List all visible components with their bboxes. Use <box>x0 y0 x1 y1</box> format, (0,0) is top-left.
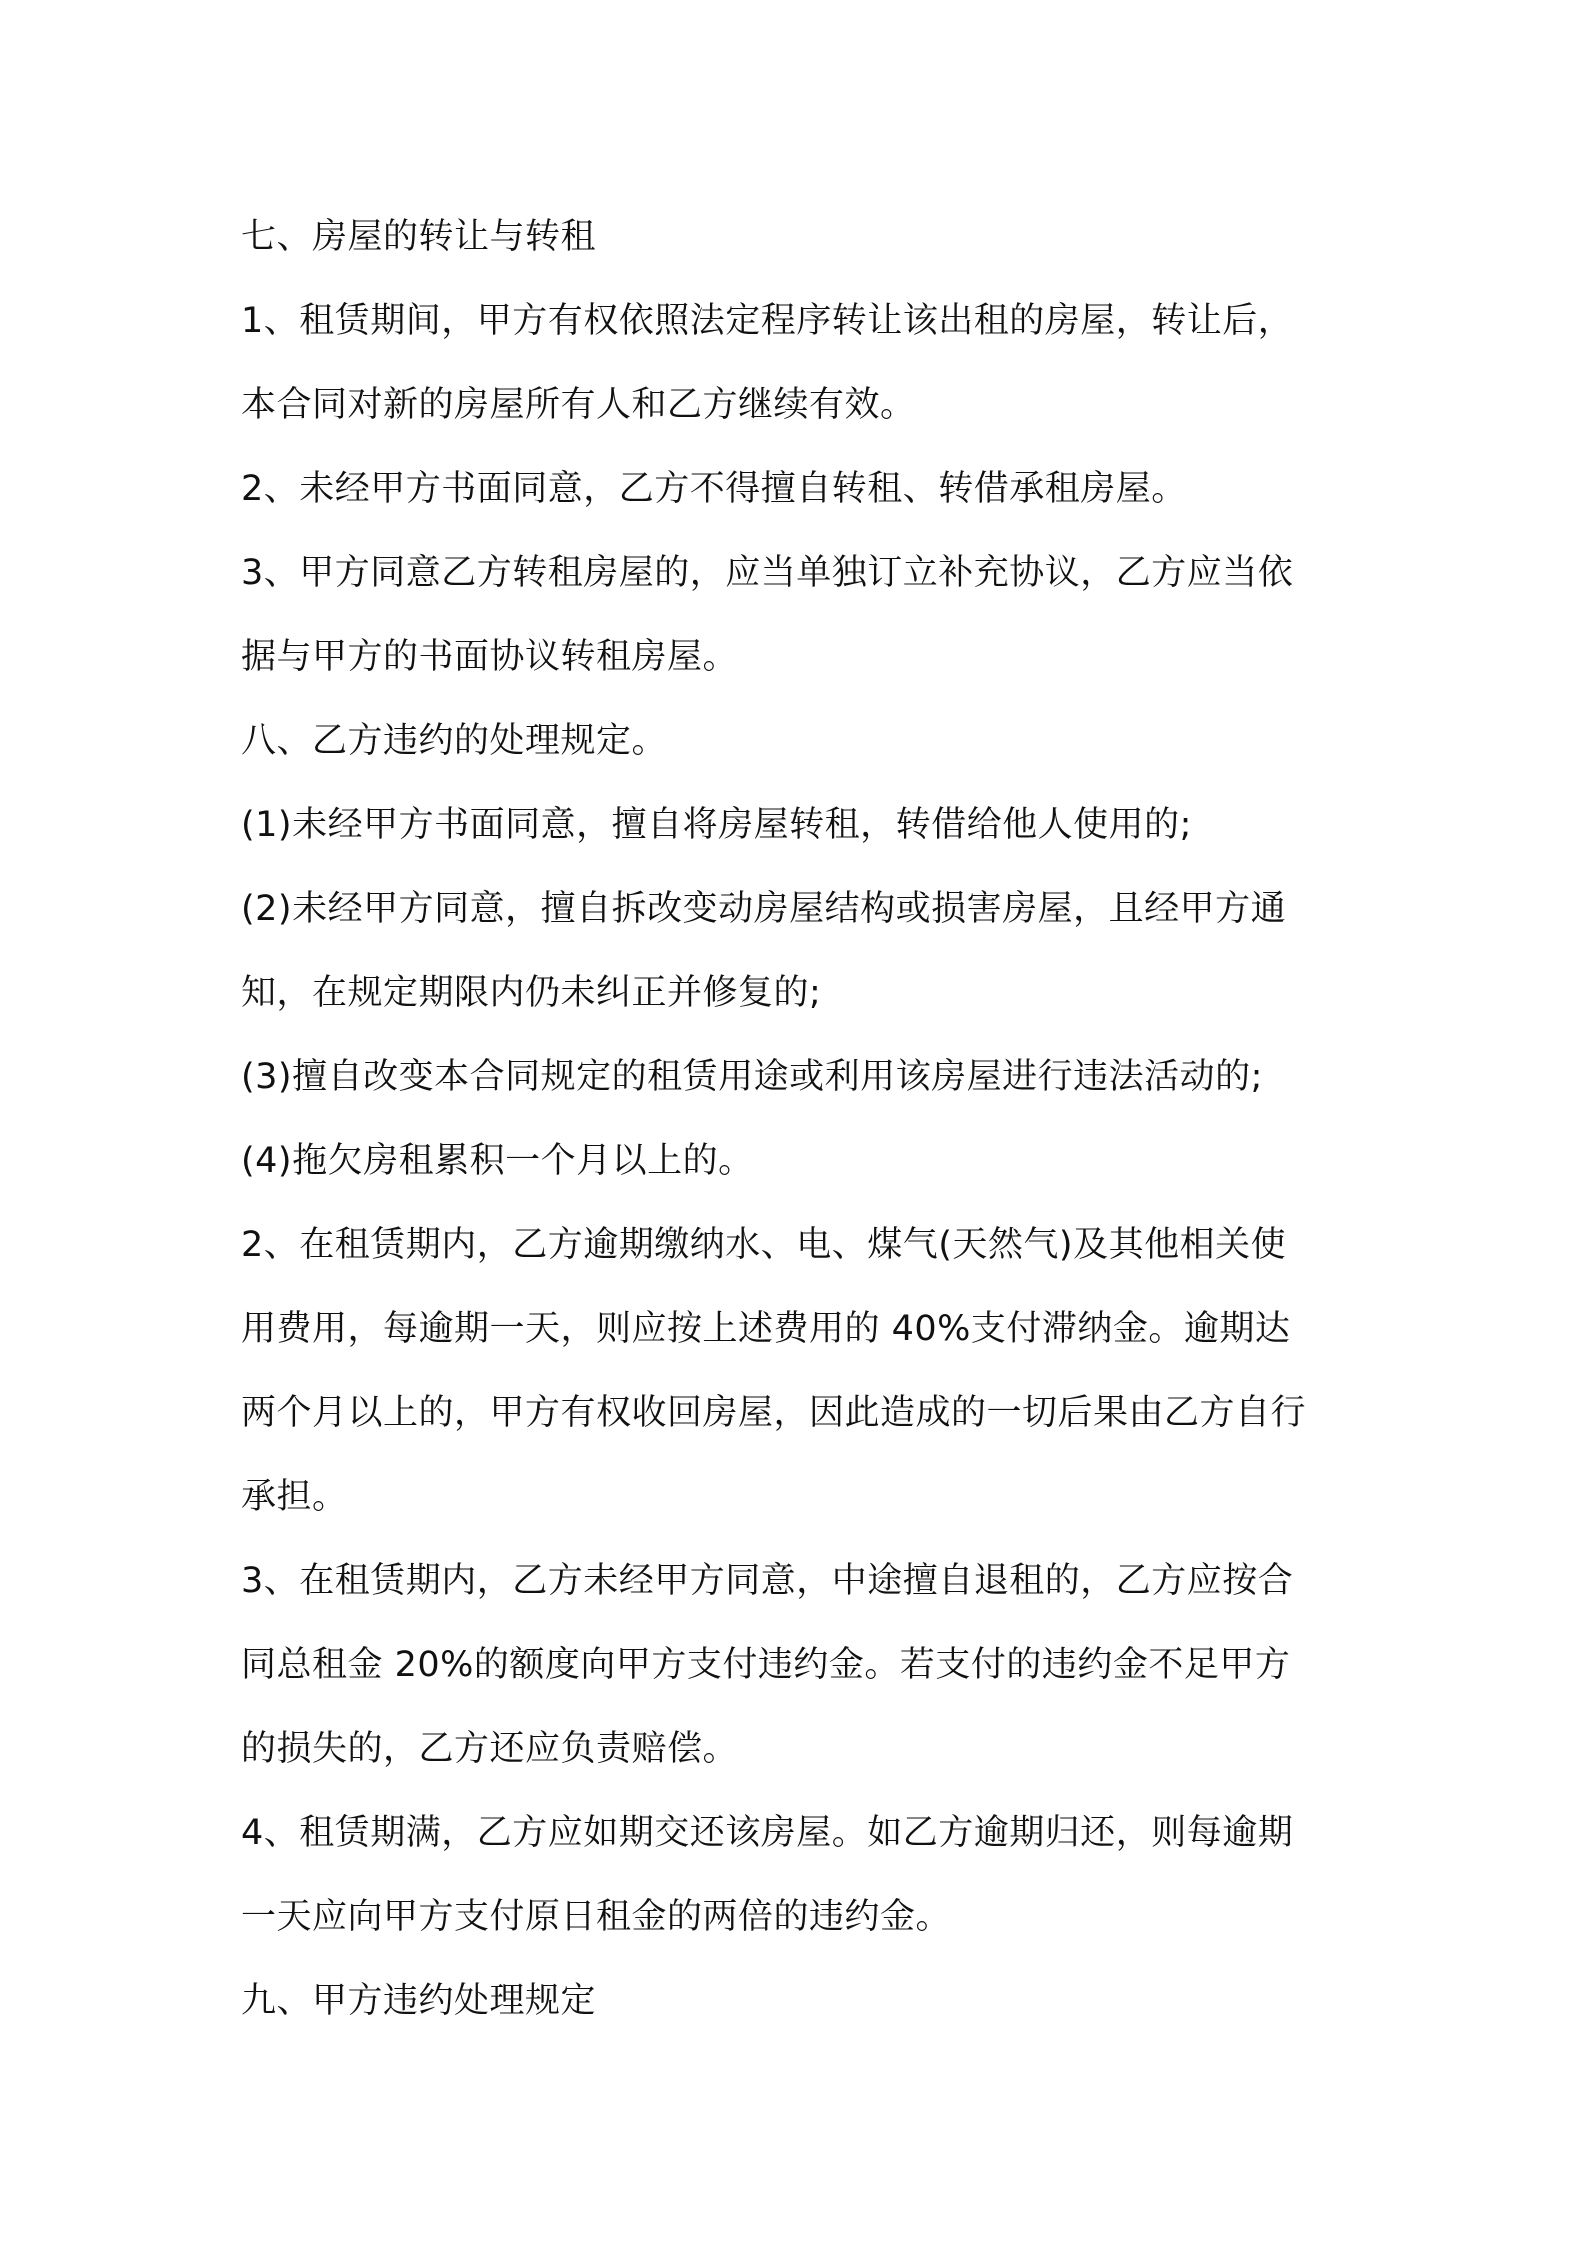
section-heading-landlord-breach: 九、甲方违约处理规定 <box>241 1981 597 2021</box>
clause-line: 本合同对新的房屋所有人和乙方继续有效。 <box>241 385 916 425</box>
clause-line: 2、未经甲方书面同意，乙方不得擅自转租、转借承租房屋。 <box>241 469 1187 509</box>
clause-line: 两个月以上的，甲方有权收回房屋，因此造成的一切后果由乙方自行 <box>241 1393 1307 1433</box>
clause-line: 2、在租赁期内，乙方逾期缴纳水、电、煤气(天然气)及其他相关使 <box>241 1225 1287 1265</box>
clause-line: (3)擅自改变本合同规定的租赁用途或利用该房屋进行违法活动的; <box>241 1057 1263 1097</box>
clause-line: 一天应向甲方支付原日租金的两倍的违约金。 <box>241 1897 952 1937</box>
clause-line: 3、在租赁期内，乙方未经甲方同意，中途擅自退租的，乙方应按合 <box>241 1561 1294 1601</box>
clause-line: 1、租赁期间，甲方有权依照法定程序转让该出租的房屋，转让后， <box>241 301 1294 341</box>
clause-line: 承担。 <box>241 1477 348 1517</box>
section-heading-transfer-sublease: 七、房屋的转让与转租 <box>241 217 597 257</box>
clause-line: (4)拖欠房租累积一个月以上的。 <box>241 1141 754 1181</box>
clause-line: (1)未经甲方书面同意，擅自将房屋转租，转借给他人使用的; <box>241 805 1192 845</box>
clause-line: 3、甲方同意乙方转租房屋的，应当单独订立补充协议，乙方应当依 <box>241 553 1294 593</box>
section-heading-tenant-breach: 八、乙方违约的处理规定。 <box>241 721 668 761</box>
clause-line: 的损失的，乙方还应负责赔偿。 <box>241 1729 739 1769</box>
clause-line: 用费用，每逾期一天，则应按上述费用的 40%支付滞纳金。逾期达 <box>241 1309 1291 1349</box>
clause-line: 同总租金 20%的额度向甲方支付违约金。若支付的违约金不足甲方 <box>241 1645 1291 1685</box>
clause-line: (2)未经甲方同意，擅自拆改变动房屋结构或损害房屋，且经甲方通 <box>241 889 1287 929</box>
clause-line: 据与甲方的书面协议转租房屋。 <box>241 637 739 677</box>
document-body <box>241 195 1361 2043</box>
clause-line: 知，在规定期限内仍未纠正并修复的; <box>241 973 822 1013</box>
clause-line: 4、租赁期满，乙方应如期交还该房屋。如乙方逾期归还，则每逾期 <box>241 1813 1294 1853</box>
